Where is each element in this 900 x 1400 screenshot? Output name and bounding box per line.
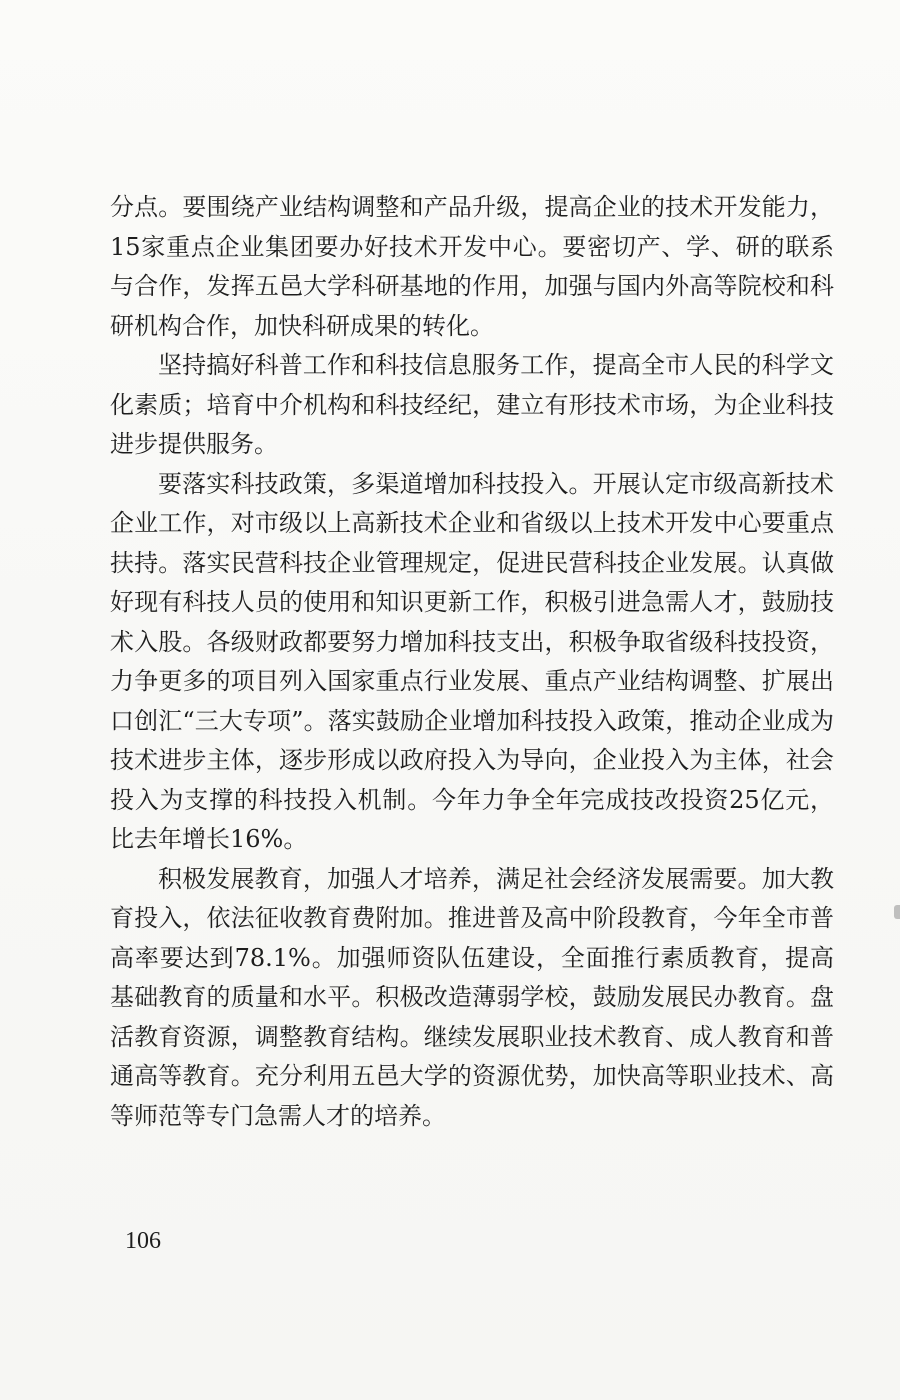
paragraph-education: 积极发展教育，加强人才培养，满足社会经济发展需要。加大教育投入，依法征收教育费附加。推进普及高中阶段教育，今年全市普高率要达到78.1%。加强师资队伍建设，全面推行素质教育，提高基础教育的质量和水平。积极改造薄弱学校，鼓励发展民办教育。盘活教育资源，调整教育结构。继续发展职业技术教育、成人教育和普通高等教育。充分利用五邑大学的资源优势，加快高等职业技术、高等师范等专门急需人才的培养。 (110, 864, 834, 1130)
paragraph-science-policy: 要落实科技政策，多渠道增加科技投入。开展认定市级高新技术企业工作，对市级以上高新技术企业和省级以上技术开发中心要重点扶持。落实民营科技企业管理规定，促进民营科技企业发展。认真做好现有科技人员的使用和知识更新工作，积极引进急需人才，鼓励技术入股。各级财政都要努力增加科技支出，积极争取省级科技投资，力争更多的项目列入国家重点行业发展、重点产业结构调整、扩展出口创汇“三大专项”。落实鼓励企业增加科技投入政策，推动企业成为技术进步主体，逐步形成以政府投入为导向，企业投入为主体，社会投入为支撑的科技投入机制。今年力争全年完成技改投资25亿元，比去年增长16%。 (110, 469, 834, 853)
paragraph-continued: 分点。要围绕产业结构调整和产品升级，提高企业的技术开发能力，15家重点企业集团要办好技术开发中心。要密切产、学、研的联系与合作，发挥五邑大学科研基地的作用，加强与国内外高等院校和科研机构合作，加快科研成果的转化。 (110, 193, 834, 340)
page-number: 106 (125, 1228, 161, 1254)
body-text (110, 188, 834, 1136)
scan-edge-mark (894, 905, 900, 919)
paragraph-science-popularization: 坚持搞好科普工作和科技信息服务工作，提高全市人民的科学文化素质；培育中介机构和科技经纪，建立有形技术市场，为企业科技进步提供服务。 (110, 351, 834, 458)
